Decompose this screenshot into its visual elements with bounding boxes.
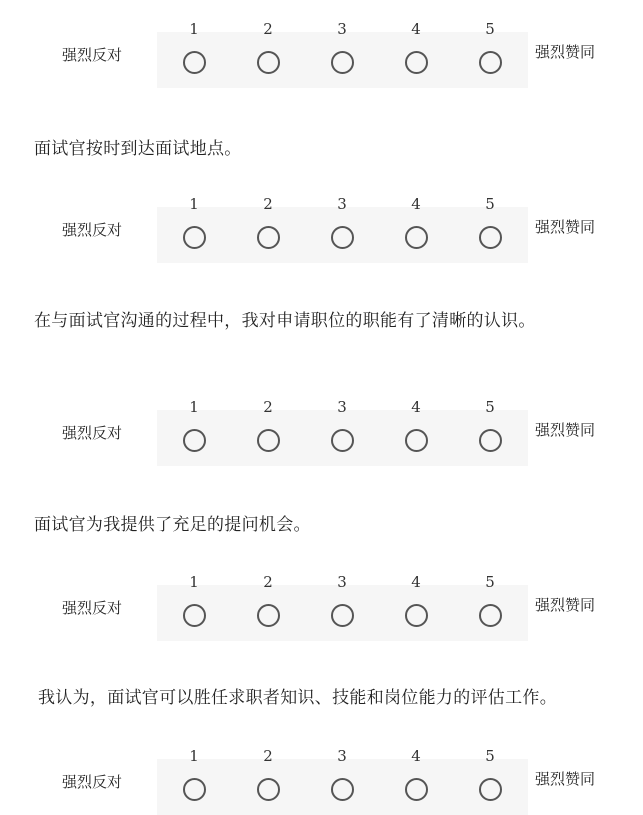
rating-radio-5[interactable] <box>479 226 502 249</box>
rating-radio-5[interactable] <box>479 604 502 627</box>
scale-point-number: 3 <box>337 573 347 591</box>
scale-left-label: 强烈反对 <box>62 424 123 442</box>
scale-point-number: 1 <box>189 195 199 213</box>
scale-point-number: 4 <box>411 398 421 416</box>
scale-point-number: 4 <box>411 20 421 38</box>
rating-radio-3[interactable] <box>331 429 354 452</box>
rating-radio-2[interactable] <box>257 604 280 627</box>
scale-point-number: 1 <box>189 747 199 765</box>
scale-point-number: 1 <box>189 573 199 591</box>
rating-radio-3[interactable] <box>331 778 354 801</box>
scale-left-label: 强烈反对 <box>62 46 123 64</box>
rating-radio-1[interactable] <box>183 604 206 627</box>
rating-radio-2[interactable] <box>257 429 280 452</box>
rating-radio-3[interactable] <box>331 604 354 627</box>
likert-scale <box>0 175 643 255</box>
scale-point-number: 2 <box>263 398 273 416</box>
question-text: 在与面试官沟通的过程中，我对申请职位的职能有了清晰的认识。 <box>34 311 536 331</box>
scale-point-number: 2 <box>263 747 273 765</box>
scale-point-number: 4 <box>411 573 421 591</box>
rating-radio-4[interactable] <box>405 51 428 74</box>
scale-point-number: 3 <box>337 398 347 416</box>
scale-point-number: 5 <box>485 747 495 765</box>
rating-radio-4[interactable] <box>405 604 428 627</box>
rating-radio-5[interactable] <box>479 51 502 74</box>
rating-radio-3[interactable] <box>331 226 354 249</box>
rating-radio-1[interactable] <box>183 429 206 452</box>
scale-left-label: 强烈反对 <box>62 221 123 239</box>
question-text: 面试官按时到达面试地点。 <box>34 139 242 159</box>
scale-point-number: 5 <box>485 20 495 38</box>
scale-point-number: 5 <box>485 398 495 416</box>
question-text: 面试官为我提供了充足的提问机会。 <box>34 515 311 535</box>
scale-point-number: 3 <box>337 20 347 38</box>
rating-radio-4[interactable] <box>405 429 428 452</box>
scale-right-label: 强烈赞同 <box>535 43 596 61</box>
question-text: 我认为，面试官可以胜任求职者知识、技能和岗位能力的评估工作。 <box>38 688 557 708</box>
likert-scale <box>0 0 643 80</box>
scale-right-label: 强烈赞同 <box>535 596 596 614</box>
likert-scale <box>0 727 643 807</box>
scale-point-number: 1 <box>189 398 199 416</box>
rating-radio-1[interactable] <box>183 226 206 249</box>
scale-point-number: 2 <box>263 573 273 591</box>
likert-scale <box>0 553 643 633</box>
rating-radio-3[interactable] <box>331 51 354 74</box>
scale-point-number: 3 <box>337 747 347 765</box>
scale-point-number: 5 <box>485 195 495 213</box>
scale-point-number: 2 <box>263 195 273 213</box>
rating-radio-5[interactable] <box>479 778 502 801</box>
rating-radio-4[interactable] <box>405 778 428 801</box>
rating-radio-2[interactable] <box>257 778 280 801</box>
scale-left-label: 强烈反对 <box>62 773 123 791</box>
scale-point-number: 4 <box>411 195 421 213</box>
rating-radio-5[interactable] <box>479 429 502 452</box>
scale-point-number: 2 <box>263 20 273 38</box>
rating-radio-1[interactable] <box>183 778 206 801</box>
scale-right-label: 强烈赞同 <box>535 421 596 439</box>
scale-left-label: 强烈反对 <box>62 599 123 617</box>
scale-right-label: 强烈赞同 <box>535 218 596 236</box>
scale-point-number: 1 <box>189 20 199 38</box>
scale-right-label: 强烈赞同 <box>535 770 596 788</box>
scale-point-number: 3 <box>337 195 347 213</box>
rating-radio-2[interactable] <box>257 51 280 74</box>
scale-point-number: 5 <box>485 573 495 591</box>
rating-radio-4[interactable] <box>405 226 428 249</box>
rating-radio-2[interactable] <box>257 226 280 249</box>
scale-point-number: 4 <box>411 747 421 765</box>
likert-scale <box>0 378 643 458</box>
rating-radio-1[interactable] <box>183 51 206 74</box>
